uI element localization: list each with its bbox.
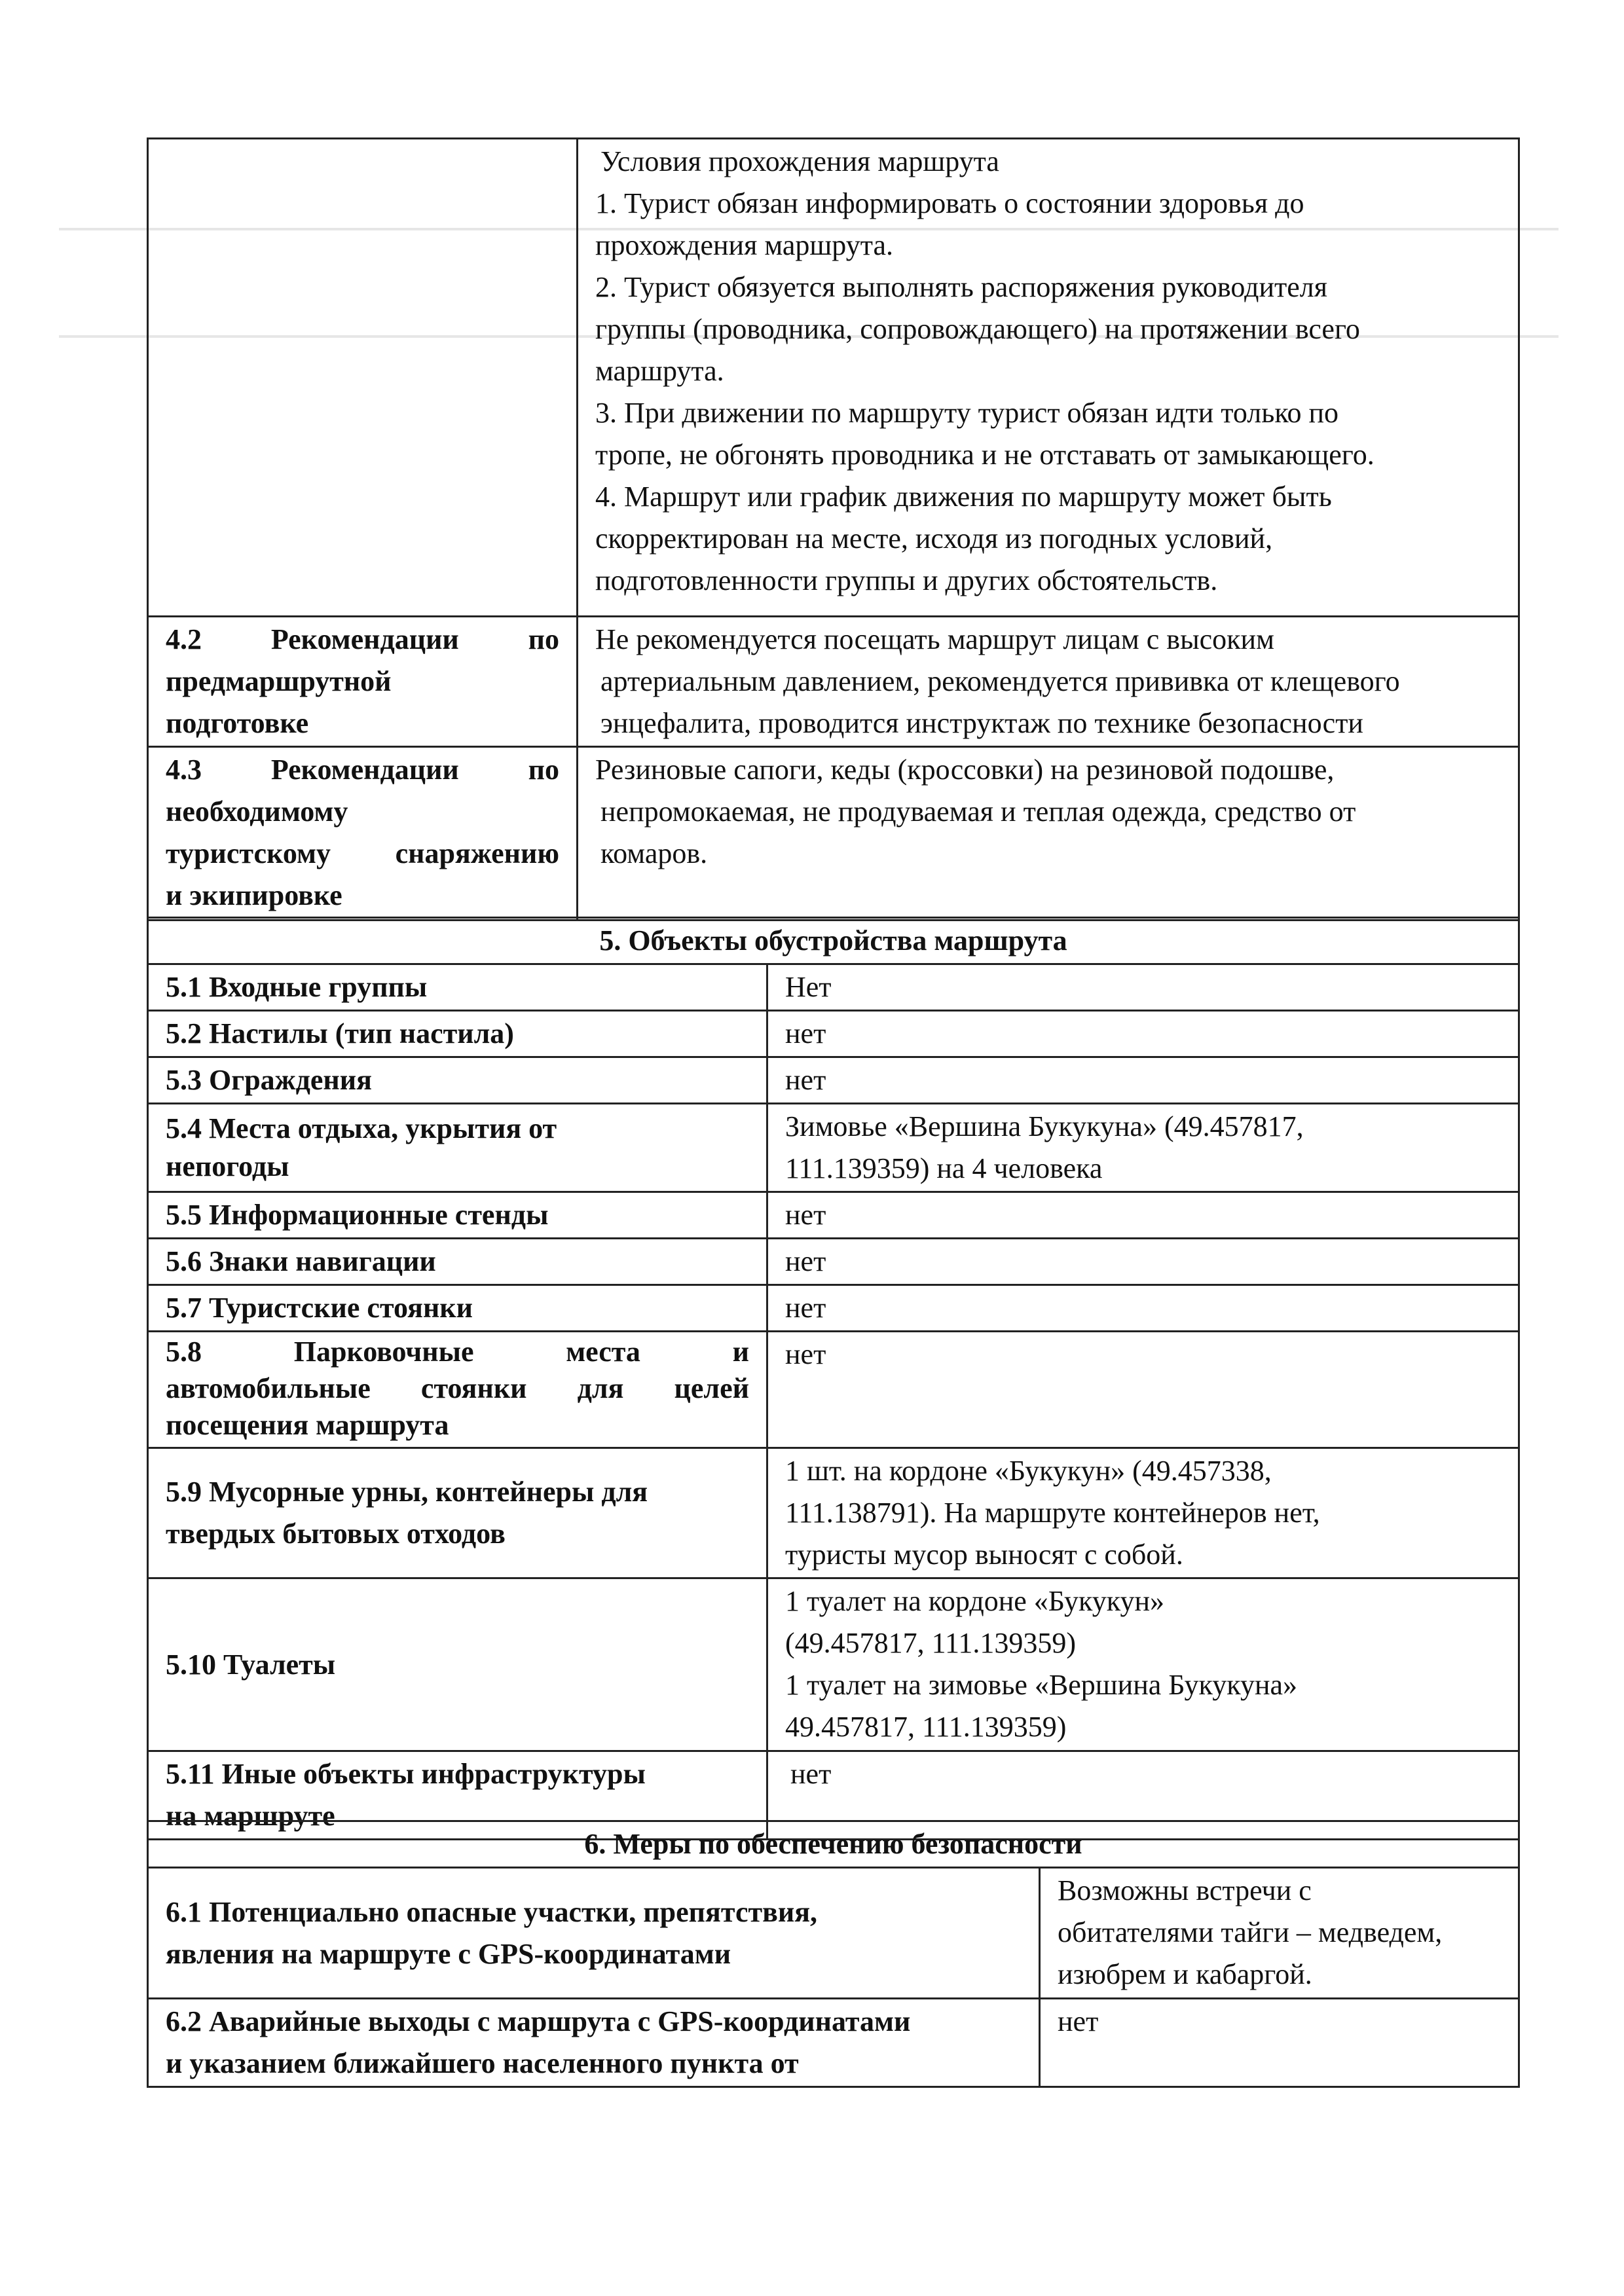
section5-header-row <box>148 918 1519 964</box>
row-5-10 <box>148 1578 1519 1751</box>
section4-table <box>147 137 1520 921</box>
conditions-line: 1. Турист обязан информировать о состоянии здоровья до <box>595 187 1304 219</box>
row-5-2 <box>148 1011 1519 1057</box>
row-5-7-label: 5.7 Туристские стоянки <box>148 1285 767 1332</box>
conditions-line: 2. Турист обязуется выполнять распоряжения руководителя <box>595 271 1327 303</box>
row-5-4 <box>148 1104 1519 1192</box>
row-4-2-label: 4.2 Рекомендации по предмаршрутной подготовке <box>148 617 578 747</box>
row-5-4-label: 5.4 Места отдыха, укрытия от непогоды <box>148 1104 767 1192</box>
row-6-2-label: 6.2 Аварийные выходы с маршрута с GPS-координатами и указанием ближайшего населенного пункта от <box>148 1999 1040 2087</box>
conditions-line: тропе, не обгонять проводника и не отставать от замыкающего. <box>595 439 1375 471</box>
row-5-1 <box>148 964 1519 1011</box>
conditions-line: подготовленности группы и других обстоятельств. <box>595 564 1218 596</box>
conditions-cell <box>578 139 1519 617</box>
row-5-1-label: 5.1 Входные группы <box>148 964 767 1011</box>
section6-header: 6. Меры по обеспечению безопасности <box>148 1821 1519 1868</box>
conditions-line: группы (проводника, сопровождающего) на протяжении всего <box>595 313 1360 345</box>
row-4-3-label: 4.3 Рекомендации по необходимому туристскому снаряжению и экипировке <box>148 747 578 920</box>
row-6-1 <box>148 1868 1519 1999</box>
row-5-6-value: нет <box>767 1239 1519 1285</box>
row-5-9 <box>148 1448 1519 1578</box>
conditions-title: Условия прохождения маршрута <box>600 145 999 177</box>
section6-table <box>147 1820 1520 2088</box>
row-5-11-value: нет <box>767 1751 1519 1840</box>
row-5-9-value: 1 шт. на кордоне «Букукун» (49.457338, 111.138791). На маршруте контейнеров нет, туристы мусор выносят с собой. <box>767 1448 1519 1578</box>
conditions-line: прохождения маршрута. <box>595 229 893 261</box>
row-5-8-value: нет <box>767 1332 1519 1448</box>
row-5-6-label: 5.6 Знаки навигации <box>148 1239 767 1285</box>
row-4-2-value: Не рекомендуется посещать маршрут лицам с высоким артериальным давлением, рекомендуется прививка от клещевого энцефалита, проводится инструктаж по технике безопасности <box>578 617 1519 747</box>
row-4-2 <box>148 617 1519 747</box>
row-5-2-value: нет <box>767 1011 1519 1057</box>
row-6-2 <box>148 1999 1519 2087</box>
row-4-3-value: Резиновые сапоги, кеды (кроссовки) на резиновой подошве, непромокаемая, не продуваемая и теплая одежда, средство от комаров. <box>578 747 1519 920</box>
row-5-7 <box>148 1285 1519 1332</box>
row-5-7-value: нет <box>767 1285 1519 1332</box>
row-5-5-label: 5.5 Информационные стенды <box>148 1192 767 1239</box>
section5-table <box>147 917 1520 1840</box>
row-6-1-value: Возможны встречи с обитателями тайги – медведем, изюбрем и кабаргой. <box>1040 1868 1519 1999</box>
row-5-4-value: Зимовье «Вершина Букукуна» (49.457817, 111.139359) на 4 человека <box>767 1104 1519 1192</box>
row-5-1-value: Нет <box>767 964 1519 1011</box>
row-5-6 <box>148 1239 1519 1285</box>
row-6-2-value: нет <box>1040 1999 1519 2087</box>
conditions-line: скорректирован на месте, исходя из погодных условий, <box>595 522 1273 555</box>
row-5-5-value: нет <box>767 1192 1519 1239</box>
row-5-5 <box>148 1192 1519 1239</box>
conditions-line: 4. Маршрут или график движения по маршруту может быть <box>595 481 1332 513</box>
row-5-8-label: 5.8 Парковочные места и автомобильные стоянки для целей посещения маршрута <box>148 1332 767 1448</box>
conditions-row <box>148 139 1519 617</box>
row-5-3-value: нет <box>767 1057 1519 1104</box>
row-6-1-label: 6.1 Потенциально опасные участки, препятствия, явления на маршруте с GPS-координатами <box>148 1868 1040 1999</box>
row-5-2-label: 5.2 Настилы (тип настила) <box>148 1011 767 1057</box>
row-5-9-label: 5.9 Мусорные урны, контейнеры для твердых бытовых отходов <box>148 1448 767 1578</box>
section5-header: 5. Объекты обустройства маршрута <box>148 918 1519 964</box>
row-5-8 <box>148 1332 1519 1448</box>
section6-header-row <box>148 1821 1519 1868</box>
row-4-3 <box>148 747 1519 920</box>
row-5-10-label: 5.10 Туалеты <box>148 1578 767 1751</box>
conditions-line: 3. При движении по маршруту турист обязан идти только по <box>595 397 1339 429</box>
row-5-3-label: 5.3 Ограждения <box>148 1057 767 1104</box>
row-5-11-label: 5.11 Иные объекты инфраструктуры на маршруте <box>148 1751 767 1840</box>
row-5-3 <box>148 1057 1519 1104</box>
empty-label-cell <box>148 139 578 617</box>
conditions-line: маршрута. <box>595 355 724 387</box>
row-5-10-value: 1 туалет на кордоне «Букукун» (49.457817, 111.139359) 1 туалет на зимовье «Вершина Букукуна» 49.457817, 111.139359) <box>767 1578 1519 1751</box>
